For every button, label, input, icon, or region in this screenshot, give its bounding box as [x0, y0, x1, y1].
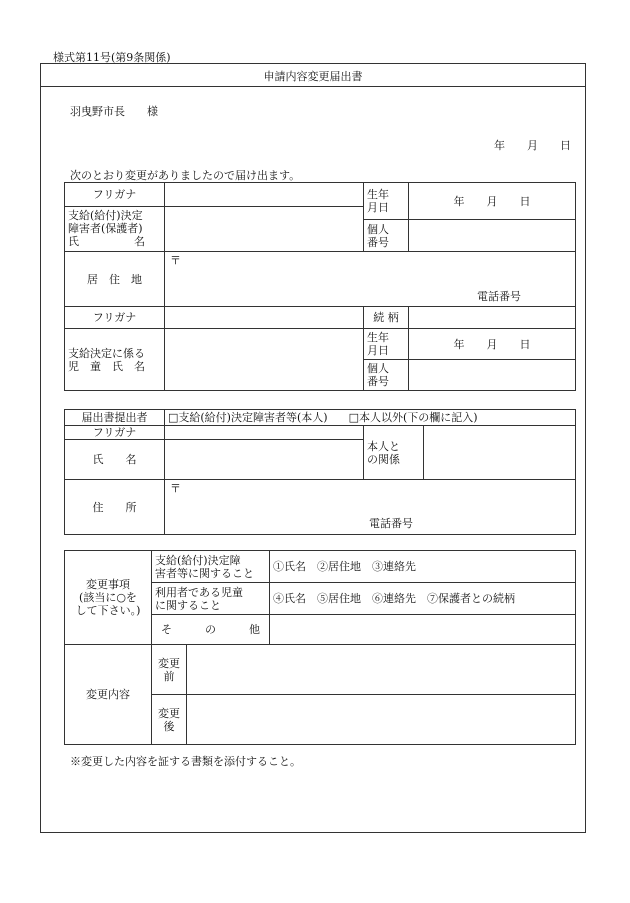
submitter-option-self[interactable]: □支給(給付)決定障害者等(本人): [168, 411, 328, 424]
change-table: [64, 550, 576, 745]
child-name-label: 支給決定に係る 児 童 氏 名: [65, 329, 165, 391]
phone-label: 電話番号: [477, 290, 521, 303]
id-label: 個人 番号: [364, 220, 409, 252]
furigana-field[interactable]: [165, 183, 364, 207]
birth-field[interactable]: 年 月 日: [409, 183, 576, 220]
submitter-address-field[interactable]: [165, 480, 576, 535]
change-row1-options[interactable]: ①氏名 ②居住地 ③連絡先: [270, 551, 576, 583]
submitter-option-other[interactable]: □本人以外(下の欄に記入): [348, 411, 478, 424]
submitter-options: [165, 410, 576, 426]
change-items-label: 変更事項 (該当に○を して下さい。): [65, 551, 152, 645]
child-furigana-label: フリガナ: [65, 307, 165, 329]
date-line: 年 月 日: [494, 139, 571, 152]
change-row2-options[interactable]: ④氏名 ⑤居住地 ⑥連絡先 ⑦保護者との続柄: [270, 583, 576, 615]
change-row2-label: 利用者である児童 に関すること: [152, 583, 270, 615]
title-divider: [40, 86, 586, 87]
furigana-label: フリガナ: [65, 183, 165, 207]
child-id-label: 個人 番号: [364, 360, 409, 391]
applicant-name-field[interactable]: [165, 207, 364, 252]
child-id-field[interactable]: [409, 360, 576, 391]
form-title: 申請内容変更届出書: [263, 70, 363, 83]
after-field[interactable]: [187, 695, 576, 745]
submitter-phone-label: 電話番号: [369, 517, 413, 530]
addressee: 羽曳野市長 様: [70, 105, 158, 118]
applicant-name-label: 支給(給付)決定 障害者(保護者) 氏 名: [65, 207, 165, 252]
relation-to-self-label: 本人と の関係: [364, 426, 424, 480]
submitter-furigana-field[interactable]: [165, 426, 364, 440]
birth-label: 生年 月日: [364, 183, 409, 220]
intro-text: 次のとおり変更がありましたので届け出ます。: [70, 169, 301, 182]
id-field[interactable]: [409, 220, 576, 252]
address-label: 居 住 地: [65, 252, 165, 307]
submitter-name-field[interactable]: [165, 440, 364, 480]
child-birth-field[interactable]: 年 月 日: [409, 329, 576, 360]
address-field[interactable]: [165, 252, 576, 307]
child-furigana-field[interactable]: [165, 307, 364, 329]
change-row1-label: 支給(給付)決定障 害者等に関すること: [152, 551, 270, 583]
submitter-label: 届出書提出者: [65, 410, 165, 426]
relation-label: 続 柄: [364, 307, 409, 329]
submitter-furigana-label: フリガナ: [65, 426, 165, 440]
submitter-postal-mark: 〒: [170, 482, 181, 495]
postal-mark: 〒: [170, 254, 181, 267]
applicant-table: [64, 182, 576, 391]
change-content-label: 変更内容: [65, 645, 152, 745]
relation-field[interactable]: [409, 307, 576, 329]
attachment-note: ※変更した内容を証する書類を添付すること。: [70, 755, 301, 768]
relation-to-self-field[interactable]: [424, 426, 576, 480]
submitter-name-label: 氏 名: [65, 440, 165, 480]
child-name-field[interactable]: [165, 329, 364, 391]
child-birth-label: 生年 月日: [364, 329, 409, 360]
change-row3-label: そ の 他: [152, 615, 270, 645]
after-label: 変更後: [152, 695, 187, 745]
before-field[interactable]: [187, 645, 576, 695]
change-row3-field[interactable]: [270, 615, 576, 645]
submitter-address-label: 住 所: [65, 480, 165, 535]
before-label: 変更前: [152, 645, 187, 695]
form-number: 様式第11号(第9条関係): [53, 51, 171, 64]
submitter-table: [64, 409, 576, 535]
